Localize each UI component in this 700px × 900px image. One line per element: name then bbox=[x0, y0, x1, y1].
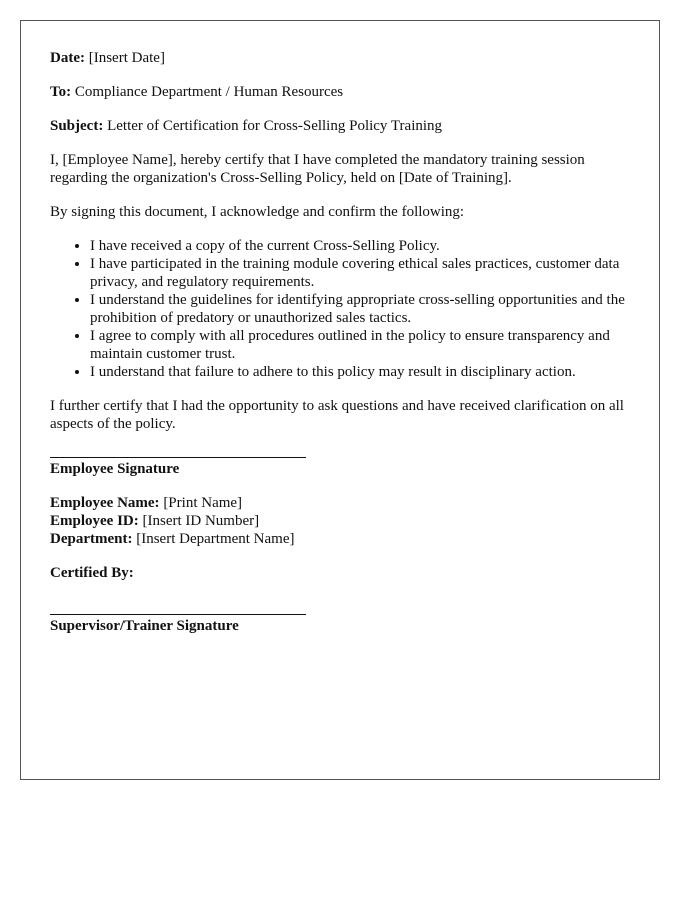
list-item: • I have received a copy of the current Cross-Selling Policy. bbox=[90, 237, 632, 255]
list-item: • I agree to comply with all procedures outlined in the policy to ensure transparency and maintain customer trust. bbox=[90, 327, 632, 363]
letter-content bbox=[50, 49, 632, 651]
employee-id-line bbox=[50, 512, 632, 530]
date-value: [Insert Date] bbox=[88, 50, 165, 66]
date-line bbox=[50, 49, 632, 67]
supervisor-signature-label: Supervisor/Trainer Signature bbox=[50, 618, 239, 634]
supervisor-signature-line[interactable] bbox=[50, 614, 306, 615]
department-label: Department: bbox=[50, 531, 133, 547]
date-label: Date: bbox=[50, 50, 85, 66]
intro-paragraph: I, [Employee Name], hereby certify that I have completed the mandatory training session regarding the organization's Cross-Selling Policy, held on [Date of Training]. bbox=[50, 152, 585, 186]
list-item: • I understand the guidelines for identifying appropriate cross-selling opportunities and the prohibition of predatory or unauthorized sales tactics. bbox=[90, 291, 632, 327]
subject-label: Subject: bbox=[50, 118, 104, 134]
employee-name-line bbox=[50, 494, 632, 512]
department-line bbox=[50, 530, 632, 548]
to-label: To: bbox=[50, 84, 72, 100]
list-item: • I understand that failure to adhere to this policy may result in disciplinary action. bbox=[90, 363, 632, 381]
employee-signature-label: Employee Signature bbox=[50, 461, 180, 477]
to-value: Compliance Department / Human Resources bbox=[74, 84, 344, 100]
employee-signature-line[interactable] bbox=[50, 457, 306, 458]
employee-name-value: [Print Name] bbox=[163, 495, 243, 511]
employee-name-label: Employee Name: bbox=[50, 495, 160, 511]
employee-signature-block bbox=[50, 457, 632, 478]
supervisor-signature-block bbox=[50, 614, 632, 635]
closing-paragraph: I further certify that I had the opportunity to ask questions and have received clarification on all aspects of the policy. bbox=[50, 398, 624, 432]
to-line bbox=[50, 83, 632, 101]
letter-page bbox=[20, 20, 660, 780]
acknowledge-paragraph: By signing this document, I acknowledge and confirm the following: bbox=[50, 204, 465, 220]
subject-line bbox=[50, 117, 632, 135]
employee-id-label: Employee ID: bbox=[50, 513, 139, 529]
certified-by-label: Certified By: bbox=[50, 565, 134, 581]
employee-info bbox=[50, 494, 632, 548]
acknowledgement-list bbox=[50, 237, 632, 381]
department-value: [Insert Department Name] bbox=[136, 531, 295, 547]
list-item: • I have participated in the training module covering ethical sales practices, customer data privacy, and regulatory requirements. bbox=[90, 255, 632, 291]
subject-value: Letter of Certification for Cross-Selling Policy Training bbox=[107, 118, 443, 134]
employee-id-value: [Insert ID Number] bbox=[142, 513, 260, 529]
